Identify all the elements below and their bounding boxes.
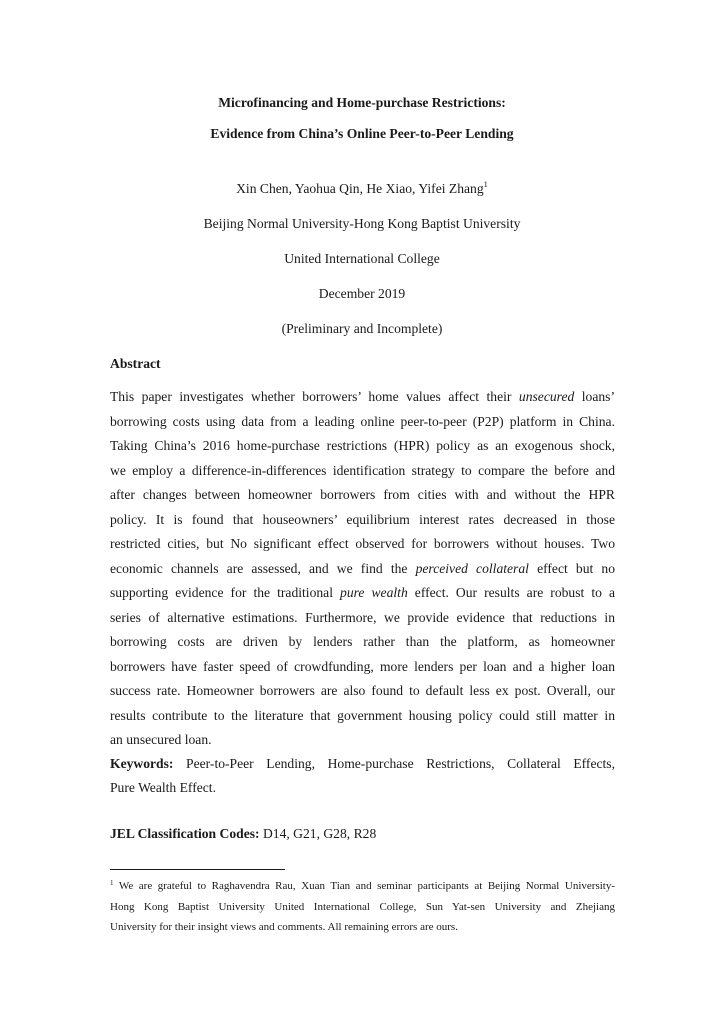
abstract-line — [110, 463, 615, 488]
abstract-text: borrowing costs using data from a leading online peer-to-peer (P2P) platform in China. — [110, 413, 615, 429]
paper-status: (Preliminary and Incomplete) — [281, 321, 443, 336]
footnote-divider — [110, 869, 285, 870]
abstract-emphasis: pure wealth — [340, 585, 408, 600]
abstract-text: an unsecured loan. — [110, 732, 212, 747]
abstract-line — [110, 536, 615, 561]
abstract-text: after changes between homeowner borrowers from cities with and without the HPR — [110, 487, 615, 502]
abstract-line — [110, 414, 615, 439]
keywords-block — [110, 756, 615, 804]
abstract-body — [110, 389, 615, 757]
abstract-text: This paper investigates whether borrowers’ home values affect their — [110, 389, 519, 404]
paper-title-line-1: Microfinancing and Home-purchase Restrictions: — [218, 95, 506, 110]
abstract-text: borrowing costs are driven by lenders rather than the platform, as homeowner — [110, 634, 615, 649]
abstract-line — [110, 585, 615, 610]
abstract-line — [110, 732, 615, 757]
abstract-line — [110, 683, 615, 708]
author-names: Xin Chen, Yaohua Qin, He Xiao, Yifei Zhang — [236, 181, 484, 196]
abstract-heading: Abstract — [110, 356, 161, 371]
footnote — [110, 880, 615, 942]
abstract-line — [110, 512, 615, 537]
keywords-text-1: Peer-to-Peer Lending, Home-purchase Restrictions, Collateral Effects, — [186, 756, 615, 771]
abstract-line — [110, 438, 615, 463]
abstract-text: restricted cities, but No significant effect observed for borrowers without houses. Two — [110, 536, 615, 551]
footnote-line-2: Hong Kong Baptist University United International College, Sun Yat-sen University and Zhejiang — [110, 900, 615, 913]
abstract-line — [110, 634, 615, 659]
affiliation-line-1: Beijing Normal University-Hong Kong Baptist University — [203, 216, 521, 231]
abstract-text: economic channels are assessed, and we find the — [110, 560, 416, 576]
abstract-text: Taking China’s 2016 home-purchase restrictions (HPR) policy as an exogenous shock, — [110, 438, 615, 453]
affiliation-line-2: United International College — [284, 251, 440, 266]
jel-codes — [110, 826, 376, 842]
abstract-line — [110, 610, 615, 635]
abstract-line — [110, 389, 615, 414]
footnote-text-1: We are grateful to Raghavendra Rau, Xuan Tian and seminar participants at Beijing Normal University- — [118, 880, 616, 892]
abstract-text: effect. Our results are robust to a — [407, 585, 615, 600]
abstract-line — [110, 708, 615, 733]
abstract-text: success rate. Homeowner borrowers are also found to default less ex post. Overall, our — [110, 683, 615, 698]
author-footnote-mark: 1 — [483, 179, 488, 189]
abstract-line — [110, 659, 615, 684]
keywords-label: Keywords: — [110, 756, 174, 771]
abstract-line — [110, 561, 615, 586]
abstract-text: we employ a difference-in-differences identification strategy to compare the before and — [110, 462, 615, 478]
jel-code-list: D14, G21, G28, R28 — [262, 826, 377, 841]
abstract-text: series of alternative estimations. Furthermore, we provide evidence that reductions in — [110, 609, 615, 625]
footnote-line-1 — [110, 880, 615, 901]
abstract-text: effect but no — [528, 560, 616, 576]
abstract-text: policy. It is found that houseowners’ equilibrium interest rates decreased in those — [110, 511, 615, 527]
paper-title-line-2: Evidence from China’s Online Peer-to-Peer Lending — [210, 126, 514, 141]
abstract-emphasis: perceived collateral — [415, 560, 529, 576]
footnote-line-3: University for their insight views and comments. All remaining errors are ours. — [110, 921, 458, 933]
abstract-text: results contribute to the literature that government housing policy could still matter in — [110, 707, 615, 723]
footnote-mark: 1 — [110, 879, 114, 887]
jel-label: JEL Classification Codes: — [110, 826, 260, 841]
abstract-emphasis: unsecured — [518, 389, 575, 404]
abstract-line — [110, 487, 615, 512]
author-list — [0, 181, 724, 197]
abstract-text: supporting evidence for the traditional — [110, 585, 341, 600]
abstract-text: loans’ — [574, 389, 615, 404]
keywords-line-2: Pure Wealth Effect. — [110, 780, 216, 795]
keywords-line-1 — [110, 756, 615, 780]
abstract-text: borrowers have faster speed of crowdfunding, more lenders per loan and a higher loan — [110, 658, 615, 674]
paper-date: December 2019 — [318, 286, 406, 301]
